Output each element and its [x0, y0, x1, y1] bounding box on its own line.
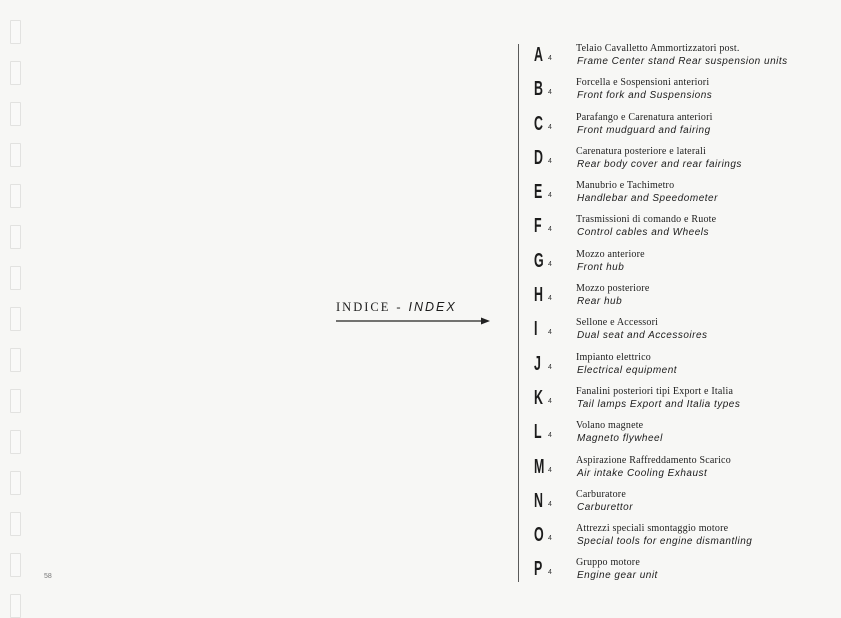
section-letter: M — [534, 455, 545, 478]
section-title-italian: Fanalini posteriori tipi Export e Italia — [576, 385, 734, 397]
section-letter-subscript: 4 — [548, 569, 552, 577]
section-title-english: Engine gear unit — [577, 570, 658, 582]
index-entry-c[interactable] — [528, 109, 828, 143]
section-title-italian: Parafango e Carenatura anteriori — [576, 111, 713, 123]
section-letter-subscript: 4 — [548, 123, 552, 131]
index-divider-line — [518, 44, 519, 582]
section-title-italian: Volano magnete — [576, 420, 644, 432]
section-letter-subscript: 4 — [548, 295, 552, 303]
section-title-english: Rear hub — [577, 296, 623, 308]
section-title-english: Electrical equipment — [577, 364, 678, 376]
section-title-italian: Carburatore — [576, 488, 626, 500]
section-letter-subscript: 4 — [548, 535, 552, 543]
section-letter: P — [534, 558, 543, 581]
section-letter: B — [534, 78, 543, 101]
section-title-italian: Forcella e Sospensioni anteriori — [576, 77, 710, 89]
section-title-english: Frame Center stand Rear suspension units — [577, 56, 788, 67]
index-heading — [336, 300, 457, 315]
right-arrow-icon — [336, 315, 490, 327]
binding-hole — [10, 512, 21, 536]
index-entry-b[interactable] — [528, 74, 828, 108]
section-title-english: Air intake Cooling Exhaust — [577, 467, 708, 479]
index-heading-english: INDEX — [408, 300, 457, 314]
section-title-italian: Manubrio e Tachimetro — [576, 180, 675, 192]
section-letter: N — [534, 489, 543, 512]
section-letter-subscript: 4 — [548, 363, 552, 371]
index-entry-n[interactable] — [528, 486, 828, 520]
index-entry-d[interactable] — [528, 143, 828, 177]
section-letter-subscript: 4 — [548, 192, 552, 200]
index-entry-o[interactable] — [528, 520, 828, 554]
index-entry-m[interactable] — [528, 452, 828, 486]
binding-hole — [10, 389, 21, 413]
section-letter: A — [534, 44, 543, 66]
index-entry-f[interactable] — [528, 211, 828, 245]
section-title-english: Tail lamps Export and Italia types — [577, 398, 741, 410]
section-letter: H — [534, 284, 543, 307]
section-letter: D — [534, 146, 543, 169]
binding-hole — [10, 348, 21, 372]
section-letter: E — [534, 181, 543, 204]
section-letter: G — [534, 249, 544, 272]
section-title-italian: Mozzo posteriore — [576, 283, 650, 295]
section-letter-subscript: 4 — [548, 397, 552, 405]
section-letter-subscript: 4 — [548, 466, 552, 474]
section-title-italian: Sellone e Accessori — [576, 317, 659, 329]
section-title-english: Front fork and Suspensions — [577, 90, 713, 102]
section-title-italian: Mozzo anteriore — [576, 248, 645, 260]
section-letter-subscript: 4 — [548, 329, 552, 337]
section-title-italian: Trasmissioni di comando e Ruote — [576, 214, 717, 226]
page-number: 58 — [44, 573, 52, 580]
binding-hole — [10, 143, 21, 167]
section-letter-subscript: 4 — [548, 226, 552, 234]
section-title-italian: Carenatura posteriore e laterali — [576, 145, 706, 157]
index-entry-g[interactable] — [528, 246, 828, 280]
binding-hole — [10, 20, 21, 44]
index-entry-l[interactable] — [528, 417, 828, 451]
binding-hole — [10, 307, 21, 331]
binding-holes — [10, 20, 22, 580]
section-title-english: Front mudguard and fairing — [577, 124, 711, 136]
binding-hole — [10, 266, 21, 290]
index-entry-a[interactable] — [528, 40, 828, 74]
section-letter: L — [534, 421, 542, 444]
section-title-english: Rear body cover and rear fairings — [577, 158, 742, 170]
section-letter: O — [534, 524, 544, 547]
section-title-italian: Attrezzi speciali smontaggio motore — [576, 523, 729, 535]
index-heading-separator: - — [396, 300, 403, 314]
section-letter: I — [534, 318, 538, 341]
binding-hole — [10, 102, 21, 126]
section-title-english: Special tools for engine dismantling — [577, 536, 753, 548]
section-title-english: Carburettor — [577, 501, 634, 513]
binding-hole — [10, 430, 21, 454]
section-letter-subscript: 4 — [548, 157, 552, 165]
section-title-italian: Gruppo motore — [576, 557, 640, 569]
binding-hole — [10, 594, 21, 618]
section-title-italian: Telaio Cavalletto Ammortizzatori post. — [576, 43, 740, 54]
section-letter: C — [534, 112, 543, 135]
section-title-english: Dual seat and Accessoires — [577, 330, 708, 342]
section-title-italian: Impianto elettrico — [576, 351, 651, 363]
section-letter-subscript: 4 — [548, 432, 552, 440]
index-entry-i[interactable] — [528, 314, 828, 348]
binding-hole — [10, 225, 21, 249]
binding-hole — [10, 553, 21, 577]
section-title-english: Magneto flywheel — [577, 433, 663, 445]
index-list — [528, 40, 828, 589]
index-entry-e[interactable] — [528, 177, 828, 211]
section-letter-subscript: 4 — [548, 500, 552, 508]
section-title-english: Control cables and Wheels — [577, 227, 710, 239]
section-letter-subscript: 4 — [548, 260, 552, 268]
section-title-english: Front hub — [577, 261, 625, 273]
index-entry-p[interactable] — [528, 554, 828, 588]
section-title-english: Handlebar and Speedometer — [577, 193, 718, 205]
binding-hole — [10, 184, 21, 208]
binding-hole — [10, 471, 21, 495]
section-letter-subscript: 4 — [548, 55, 552, 62]
section-title-italian: Aspirazione Raffreddamento Scarico — [576, 454, 731, 466]
section-letter-subscript: 4 — [548, 89, 552, 97]
index-entry-k[interactable] — [528, 383, 828, 417]
section-letter: F — [534, 215, 542, 238]
index-heading-italian: INDICE — [336, 300, 391, 314]
index-entry-h[interactable] — [528, 280, 828, 314]
index-entry-j[interactable] — [528, 349, 828, 383]
section-letter: J — [534, 352, 541, 375]
section-letter: K — [534, 386, 543, 409]
binding-hole — [10, 61, 21, 85]
